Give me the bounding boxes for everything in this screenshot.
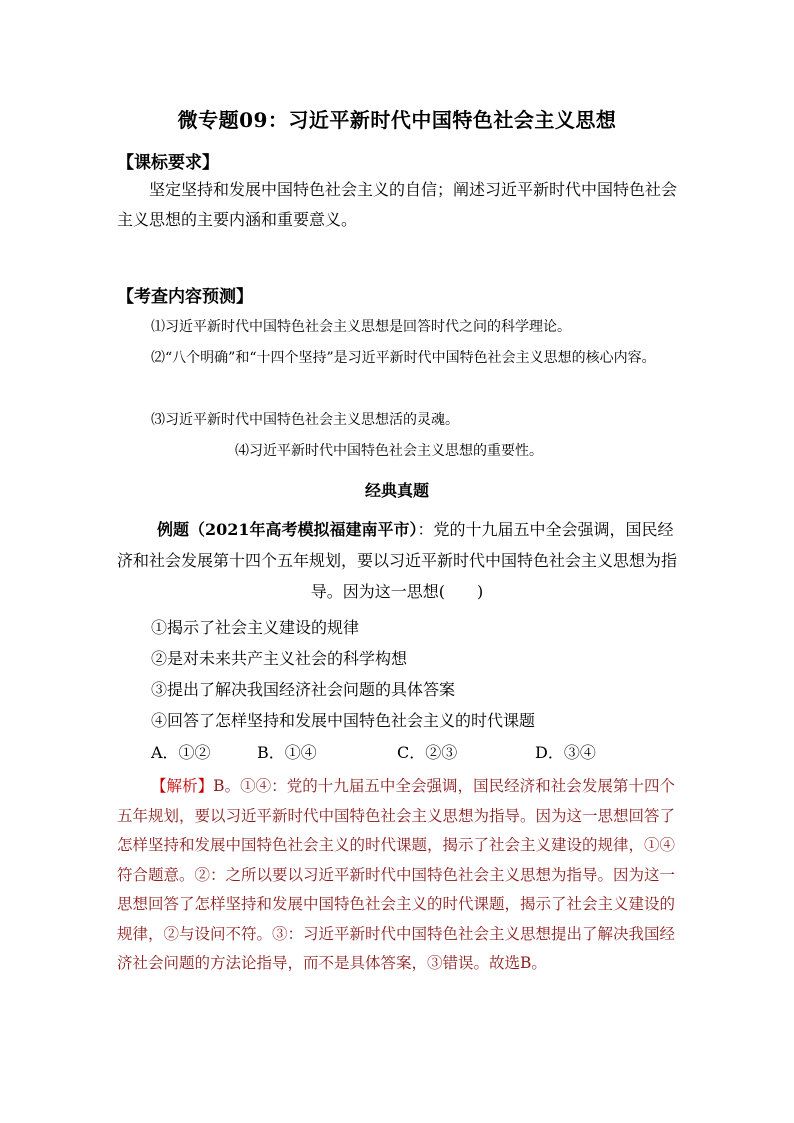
example-source: 例题（2021年高考模拟福建南平市） [157,520,418,539]
classic-heading: 经典真题 [364,481,429,500]
example-question [117,514,677,607]
standard-heading: 【课标要求】 [117,153,219,173]
analysis-text: B。①④：党的十九届五中全会强调，国民经济和社会发展第十四个五年规划，要以习近平新时代中国特色社会主义思想为指导。因为这一思想回答了怎样坚持和发展中国特色社会主义的时代课题，揭示了社会主义建设的规律，①④符合题意。②：之所以要以习近平新时代中国特色社会主义思想为指导。因为这一思想回答了怎样坚持和发展中国特色社会主义的时代课题，揭示了社会主义建设的规律，②与设问不符。③：习近平新时代中国特色社会主义思想提出了解决我国经济社会问题的方法论指导，而不是具体答案，③错误。故选B。 [117,777,676,972]
option-4: ④回答了怎样坚持和发展中国特色社会主义的时代课题 [151,711,536,730]
analysis-tag: 【解析】 [151,777,214,795]
choice-c: C．②③ [397,743,458,762]
choice-b: B．①④ [257,743,317,762]
analysis [117,772,675,979]
option-2: ②是对未来共产主义社会的科学构想 [151,649,408,668]
forecast-item-1: ⑴习近平新时代中国特色社会主义思想是回答时代之问的科学理论。 [151,319,571,335]
standard-text: 坚定坚持和发展中国特色社会主义的自信；阐述习近平新时代中国特色社会主义思想的主要内涵和重要意义。 [117,180,678,229]
forecast-item-2: ⑵“八个明确”和“十四个坚持”是习近平新时代中国特色社会主义思想的核心内容。 [151,350,656,366]
example-stem: ：党的十九届五中全会强调，国民经济和社会发展第十四个五年规划，要以习近平新时代中国特色社会主义思想为指导。因为这一思想( ) [117,520,678,601]
page-title: 微专题09：习近平新时代中国特色社会主义思想 [177,108,617,132]
choice-d: D．③④ [535,743,596,762]
forecast-heading: 【考查内容预测】 [117,287,253,307]
choice-a: A．①② [151,743,211,762]
forecast-item-4: ⑷习近平新时代中国特色社会主义思想的重要性。 [235,443,543,459]
option-1: ①揭示了社会主义建设的规律 [151,618,360,637]
forecast-item-3: ⑶习近平新时代中国特色社会主义思想活的灵魂。 [151,412,459,428]
answer-choices [151,738,671,768]
option-3: ③提出了解决我国经济社会问题的具体答案 [151,680,456,699]
